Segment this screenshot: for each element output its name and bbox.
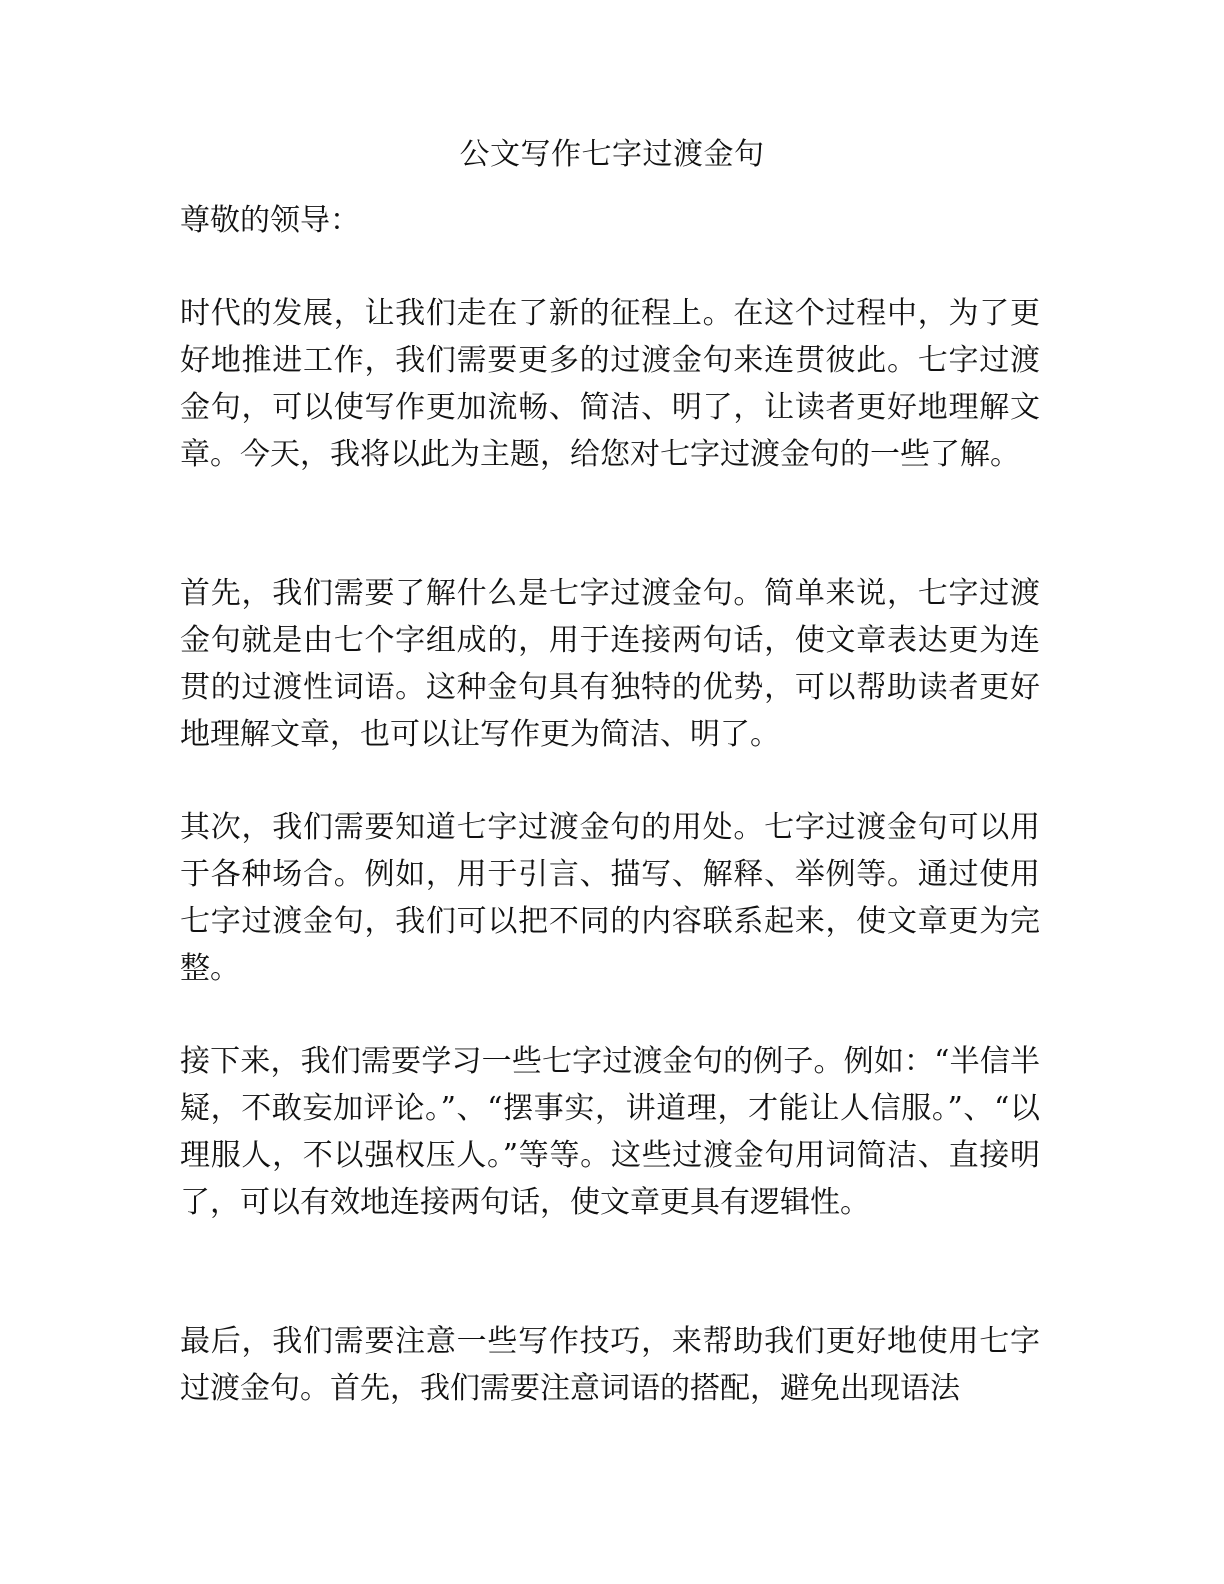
salutation-text: 尊敬的领导：: [180, 203, 360, 238]
paragraph-text: 最后，我们需要注意一些写作技巧，来帮助我们更好地使用七字过渡金句。首先，我们需要注意词语的搭配，避免出现语法: [180, 1324, 1040, 1406]
paragraph-text: 时代的发展，让我们走在了新的征程上。在这个过程中，为了更好地推进工作，我们需要更多的过渡金句来连贯彼此。七字过渡金句，可以使写作更加流畅、简洁、明了，让读者更好地理解文章。今天，我将以此为主题，给您对七字过渡金句的一些了解。: [180, 296, 1040, 472]
paragraph-text: 首先，我们需要了解什么是七字过渡金句。简单来说，七字过渡金句就是由七个字组成的，用于连接两句话，使文章表达更为连贯的过渡性词语。这种金句具有独特的优势，可以帮助读者更好地理解文章，也可以让写作更为简洁、明了。: [180, 576, 1040, 752]
salutation: [180, 197, 1040, 244]
paragraph-tips: [180, 1318, 1040, 1412]
paragraph-text: 其次，我们需要知道七字过渡金句的用处。七字过渡金句可以用于各种场合。例如，用于引言、描写、解释、举例等。通过使用七字过渡金句，我们可以把不同的内容联系起来，使文章更为完整。: [180, 810, 1040, 986]
paragraph-intro: [180, 290, 1040, 478]
document-title: 公文写作七字过渡金句: [459, 137, 765, 172]
paragraph-usage: [180, 804, 1040, 992]
paragraph-definition: [180, 570, 1040, 758]
paragraph-examples: [180, 1038, 1040, 1226]
paragraph-text: 接下来，我们需要学习一些七字过渡金句的例子。例如：“半信半疑，不敢妄加评论。”、“摆事实，讲道理，才能让人信服。”、“以理服人，不以强权压人。”等等。这些过渡金句用词简洁、直接明了，可以有效地连接两句话，使文章更具有逻辑性。: [180, 1044, 1040, 1220]
